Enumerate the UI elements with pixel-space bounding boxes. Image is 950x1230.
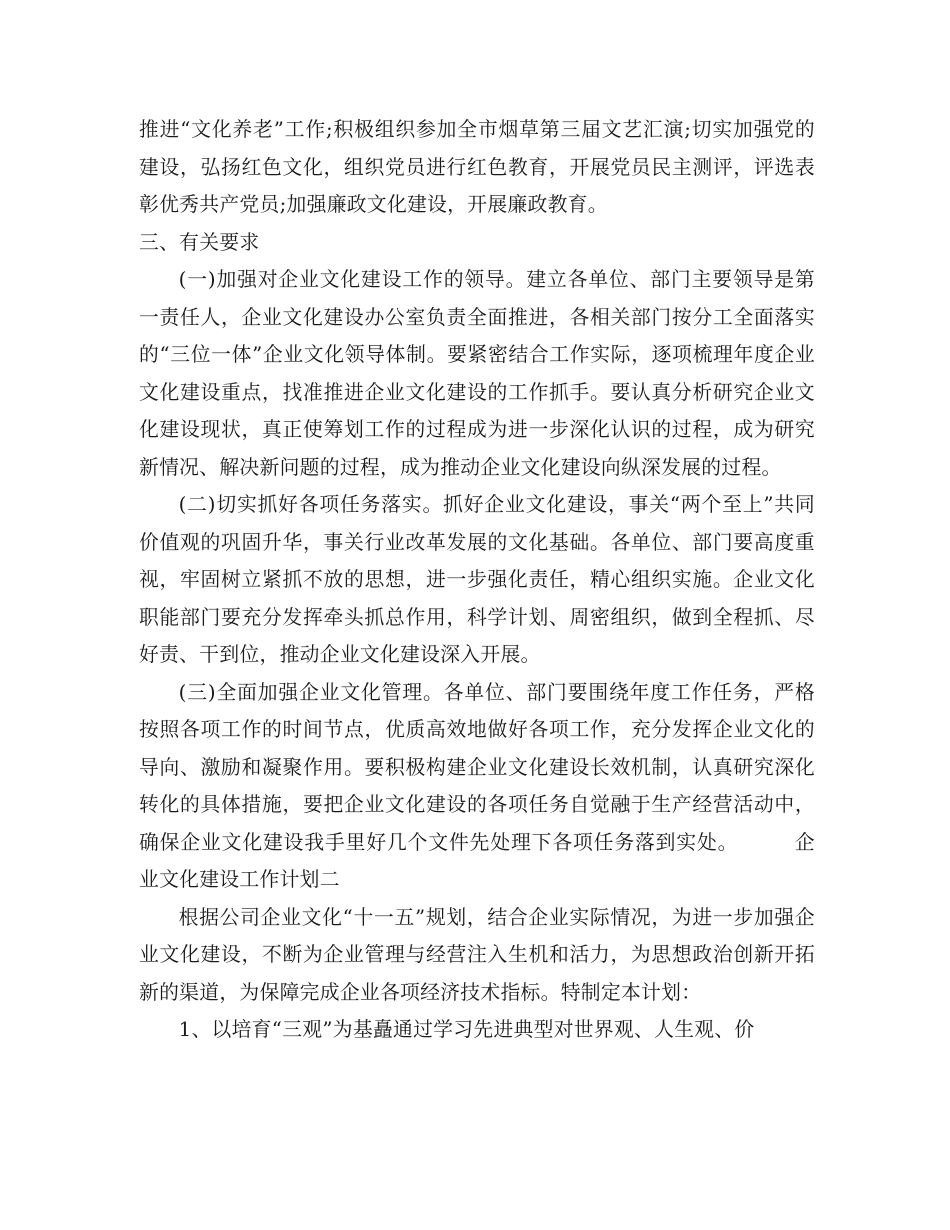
paragraph-requirement-1: (一)加强对企业文化建设工作的领导。建立各单位、部门主要领导是第一责任人，企业文化建设办公室负责全面推进，各相关部门按分工全面落实的“三位一体”企业文化领导体制。要紧密结合工作实际，逐项梳理年度企业文化建设重点，找准推进企业文化建设的工作抓手。要认真分析研究企业文化建设现状，真正使筹划工作的过程成为进一步深化认识的过程，成为研究新情况、解决新问题的过程，成为推动企业文化建设向纵深发展的过程。 [139,268,815,479]
paragraph-requirement-3 [139,674,815,899]
section-heading: 三、有关要求 [139,230,260,254]
paragraph-plan-item-1: 1、以培育“三观”为基矗通过学习先进典型对世界观、人生观、价 [178,1018,755,1041]
paragraph-requirement-2: (二)切实抓好各项任务落实。抓好企业文化建设，事关“两个至上”共同价值观的巩固升华，事关行业改革发展的文化基础。各单位、部门要高度重视，牢固树立紧抓不放的思想，进一步强化责任，精心组织实施。企业文化职能部门要充分发挥牵头抓总作用，科学计划、周密组织，做到全程抓、尽好责、干到位，推动企业文化建设深入开展。 [139,493,815,666]
inline-plan-title: 企业文化建设工作计划二 [139,830,815,891]
paragraph-plan-intro: 根据公司企业文化“十一五”规划，结合企业实际情况，为进一步加强企业文化建设，不断为企业管理与经营注入生机和活力，为思想政治创新开拓新的渠道，为保障完成企业各项经济技术指标。特制定本计划： [139,905,815,1004]
paragraph-requirement-3-text: (三)全面加强企业文化管理。各单位、部门要围绕年度工作任务，严格按照各项工作的时间节点，优质高效地做好各项工作，充分发挥企业文化的导向、激励和凝聚作用。要积极构建企业文化建设长效机制，认真研究深化转化的具体措施，要把企业文化建设的各项任务自觉融于生产经营活动中，确保企业文化建设我手里好几个文件先处理下各项任务落到实处。 [139,680,815,854]
paragraph-intro: 推进“文化养老”工作;积极组织参加全市烟草第三届文艺汇演;切实加强党的建设，弘扬红色文化，组织党员进行红色教育，开展党员民主测评，评选表彰优秀共产党员;加强廉政文化建设，开展廉政教育。 [139,118,815,216]
document-body [139,111,815,1049]
